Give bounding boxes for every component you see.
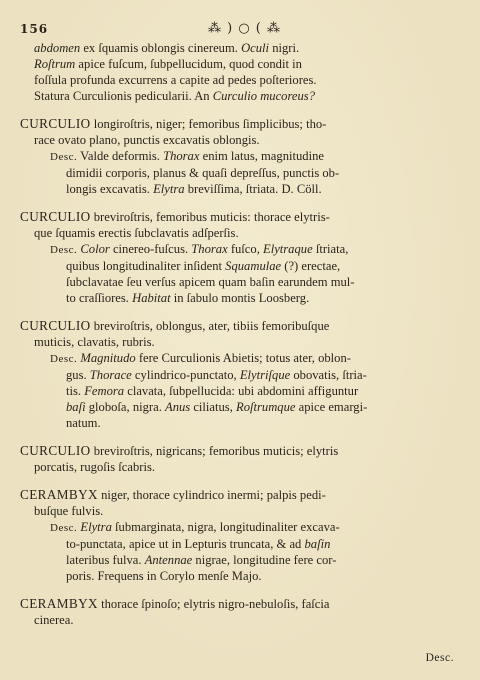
desc-label: Desc. (50, 244, 78, 256)
text-line: natum. (66, 416, 101, 430)
entry-heading: CURCULIO breviroſtris, nigricans; femoribus muticis; elytris (20, 443, 339, 458)
page-body (20, 40, 458, 628)
text-line: abdomen ex ſquamis oblongis cinereum. Oculi nigri. (34, 41, 300, 55)
text-line: Desc. Color cinereo-fuſcus. Thorax fuſco, Elytraque ſtriata, (50, 242, 349, 256)
species-entry (20, 596, 458, 628)
text-line: Desc. Elytra ſubmarginata, nigra, longitudinaliter excava- (50, 520, 340, 534)
text-line: muticis, clavatis, rubris. (34, 335, 155, 349)
desc-label: Desc. (50, 353, 78, 365)
genus-name: CURCULIO (20, 116, 91, 131)
entry-heading: CERAMBYX thorace ſpinoſo; elytris nigro-nebuloſis, faſcia (20, 596, 330, 611)
desc-label: Desc. (50, 522, 78, 534)
species-entry (20, 116, 458, 197)
text-line: porcatis, rugoſis ſcabris. (34, 460, 156, 474)
entry-description (20, 519, 458, 584)
entry-heading: CERAMBYX niger, thorace cylindrico inermi; palpis pedi- (20, 487, 326, 502)
entry-heading: CURCULIO breviroſtris, femoribus muticis: thorace elytris- (20, 209, 330, 224)
species-entry (20, 443, 458, 475)
entry-description (20, 148, 458, 197)
text-line: longis excavatis. Elytra breviſſima, ſtriata. D. Cöll. (66, 182, 322, 196)
genus-name: CERAMBYX (20, 487, 98, 502)
page-number: 156 (20, 22, 49, 36)
entry-description (20, 241, 458, 306)
text-line: foſſula profunda excurrens a capite ad pedes poſteriores. (34, 73, 317, 87)
text-line: race ovato plano, punctis excavatis oblongis. (34, 133, 260, 147)
text-line: tis. Femora clavata, ſubpellucida: ubi abdomini affiguntur (66, 384, 359, 398)
text-line: Statura Curculionis pedicularii. An Curculio mucoreus? (34, 89, 315, 103)
entry-description (20, 350, 458, 431)
entry-heading: CURCULIO longiroſtris, niger; femoribus ſimplicibus; tho- (20, 116, 327, 131)
text-line: que ſquamis erectis ſubclavatis adſperſis. (34, 226, 239, 240)
text-line: buſque fulvis. (34, 504, 104, 518)
text-line: quibus longitudinaliter inſident Squamulae (?) erectae, (66, 259, 341, 273)
text-line: Desc. Valde deformis. Thorax enim latus, magnitudine (50, 149, 324, 163)
genus-name: CURCULIO (20, 443, 91, 458)
text-line: dimidii corporis, planus & quaſi depreſſus, punctis ob- (66, 166, 340, 180)
text-line: baſi globoſa, nigra. Anus ciliatus, Roſtrumque apice emargi- (66, 400, 368, 414)
desc-label: Desc. (50, 151, 78, 163)
text-line: lateribus fulva. Antennae nigrae, longitudine fere cor- (66, 553, 337, 567)
species-entry (20, 209, 458, 306)
catchword: Desc. (425, 652, 454, 664)
species-entry (20, 318, 458, 431)
intro-paragraph (20, 40, 458, 104)
header-ornament: ⁂ ) ○ ( ⁂ (208, 21, 282, 36)
text-line: Desc. Magnitudo fere Curculionis Abietis; totus ater, oblon- (50, 351, 351, 365)
text-line: poris. Frequens in Corylo menſe Majo. (66, 569, 262, 583)
entry-heading: CURCULIO breviroſtris, oblongus, ater, tibiis femoribuſque (20, 318, 330, 333)
text-line: gus. Thorace cylindrico-punctato, Elytriſque obovatis, ſtria- (66, 368, 367, 382)
text-line: cinerea. (34, 613, 74, 627)
genus-name: CURCULIO (20, 209, 91, 224)
species-entry (20, 487, 458, 584)
page-header (20, 22, 458, 40)
text-line: ſubclavatae ſeu verſus apicem quam baſin earundem mul- (66, 275, 355, 289)
text-line: to-punctata, apice ut in Lepturis truncata, & ad baſin (66, 537, 331, 551)
genus-name: CURCULIO (20, 318, 91, 333)
text-line: Roſtrum apice fuſcum, ſubpellucidum, quod condit in (34, 57, 302, 71)
text-line: to craſſiores. Habitat in ſabulo montis Loosberg. (66, 291, 310, 305)
genus-name: CERAMBYX (20, 596, 98, 611)
